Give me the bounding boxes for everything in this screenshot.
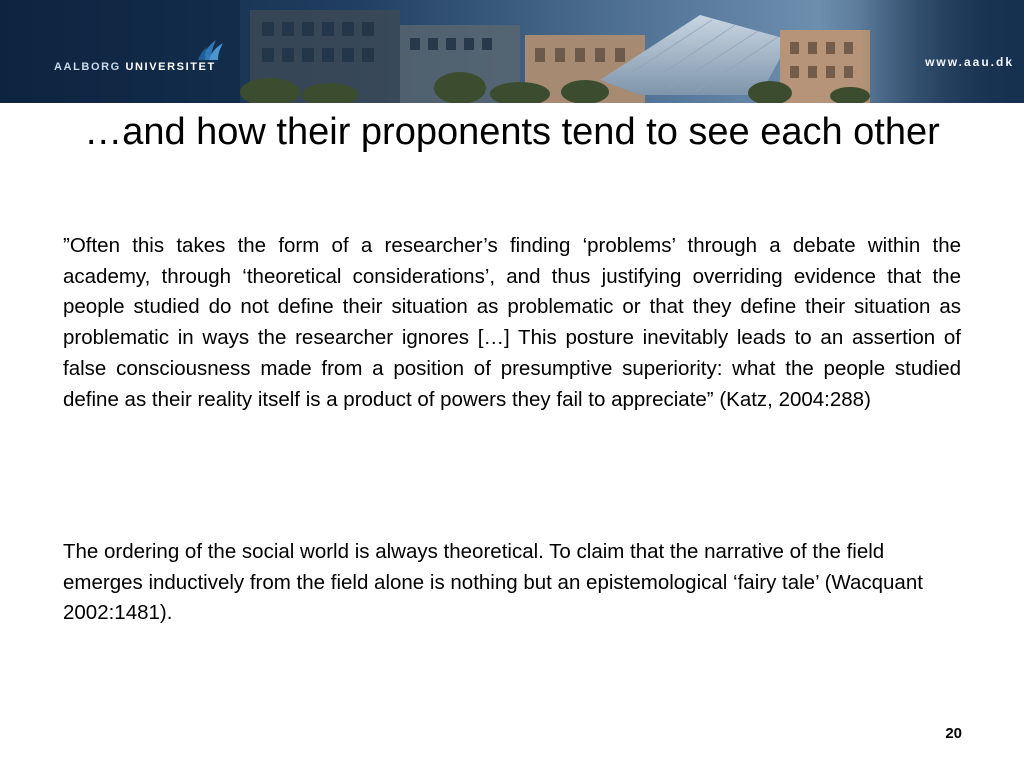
page-number: 20 bbox=[945, 725, 962, 742]
university-seal-icon bbox=[196, 38, 226, 62]
campus-photo bbox=[0, 0, 1024, 103]
brand-part1: AALBORG bbox=[54, 61, 121, 73]
brand-part2: UNIVERSITET bbox=[125, 61, 216, 73]
university-logo-text[interactable] bbox=[54, 61, 216, 73]
katz-quote: ”Often this takes the form of a researcher’s finding ‘problems’ through a debate within the academy, through ‘theoretical considerations’, and thus justifying overriding evidence that the people studied do not define their situation as problematic or that they define their situation as problematic in ways the researcher ignores […] This posture inevitably leads to an assertion of false consciousness made from a position of presumptive superiority: what the people studied define as their reality itself is a product of powers they fail to appreciate” (Katz, 2004:288) bbox=[63, 234, 961, 411]
wacquant-statement: The ordering of the social world is always theoretical. To claim that the narrative of the field emerges inductively from the field alone is nothing but an epistemological ‘fairy tale’ (Wacquant 2002:1481). bbox=[63, 540, 923, 625]
slide-title: …and how their proponents tend to see each other bbox=[84, 111, 940, 153]
header-banner bbox=[0, 0, 1024, 103]
website-url[interactable]: www.aau.dk bbox=[925, 55, 1014, 69]
